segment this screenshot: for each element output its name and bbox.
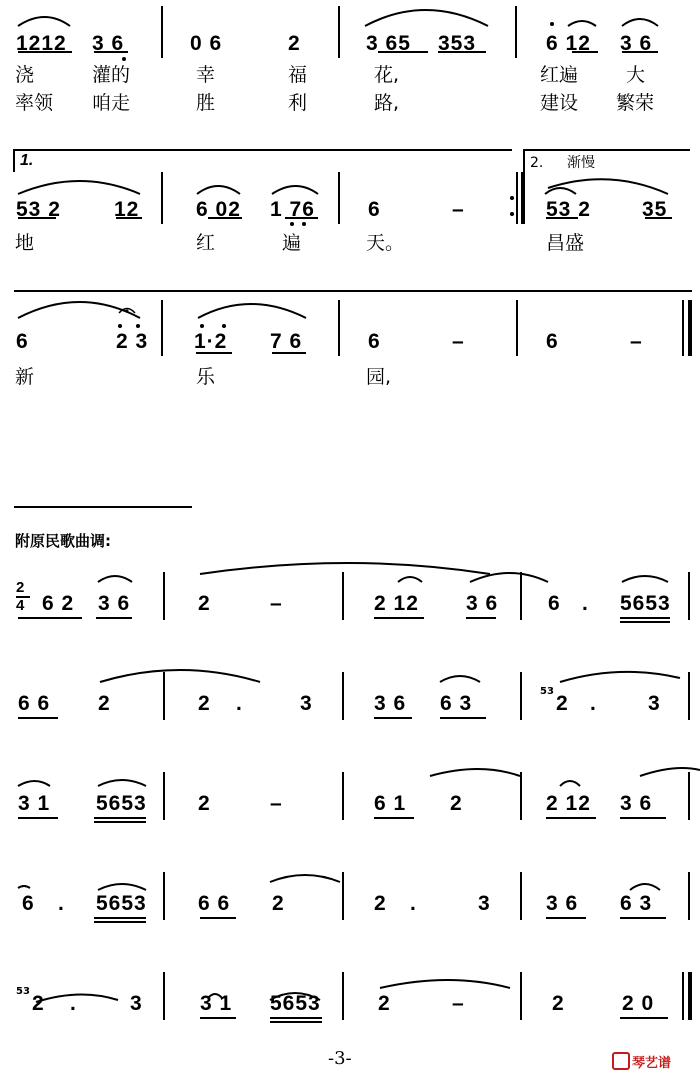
notes: .: [58, 892, 65, 915]
notes: 5653: [96, 792, 147, 815]
notes: 6 3: [620, 892, 653, 915]
notes: 2: [450, 792, 463, 815]
slur: [18, 181, 140, 194]
lyric: 花,: [374, 64, 400, 86]
notes: 6 1: [374, 792, 407, 815]
octave-dot: [122, 57, 126, 61]
lyric: 咱走: [92, 92, 131, 114]
notes: 2: [198, 592, 211, 615]
end-barline: [682, 300, 684, 356]
notes: 3 1: [200, 992, 233, 1015]
slur: [18, 17, 70, 26]
octave-dot: [136, 324, 140, 328]
barline: [520, 972, 522, 1020]
barline: [342, 872, 344, 920]
barline: [163, 872, 165, 920]
notes: –: [452, 330, 465, 353]
barline: [688, 772, 690, 820]
notes: 35: [642, 198, 668, 221]
notes: 5653: [620, 592, 671, 615]
notes: 53 2: [16, 198, 61, 221]
notes: 6: [16, 330, 29, 353]
notes: 6: [368, 330, 381, 353]
barline: [161, 172, 163, 224]
slur: [548, 179, 668, 194]
notes: 3: [300, 692, 313, 715]
slur: [568, 21, 596, 26]
barline: [161, 6, 163, 58]
end-barline: [682, 972, 684, 1020]
page-number: -3-: [328, 1048, 352, 1069]
end-barline-thick: [688, 300, 692, 356]
notes: 2 0: [622, 992, 655, 1015]
lyric: 胜: [196, 92, 216, 114]
repeat-barline: [521, 172, 525, 224]
barline: [163, 672, 165, 720]
notes: 5653: [270, 992, 321, 1015]
notes: .: [410, 892, 417, 915]
lyric: 繁荣: [616, 92, 655, 114]
lyric: 园,: [366, 366, 392, 388]
repeat-dot: [510, 196, 514, 200]
notes: 6: [548, 592, 561, 615]
repeat-dot: [510, 212, 514, 216]
notes: 2: [556, 692, 569, 715]
barline: [163, 772, 165, 820]
notes: 3: [478, 892, 491, 915]
lyric: 红: [196, 232, 216, 254]
watermark-logo-icon: [612, 1052, 630, 1070]
notes-m4a: 6 12: [546, 32, 591, 55]
notes: 2: [272, 892, 285, 915]
notes: 6: [368, 198, 381, 221]
notes: 6 6: [198, 892, 231, 915]
lyric: 路,: [374, 92, 400, 114]
volta-2: 2.: [530, 155, 544, 171]
notes-m2b: 2: [288, 32, 301, 55]
slur: [622, 19, 658, 26]
barline: [688, 572, 690, 620]
barline: [338, 172, 340, 224]
slur: [198, 304, 306, 318]
appendix-title: 附原民歌曲调:: [15, 532, 111, 550]
watermark: [612, 1052, 671, 1071]
notes: 1 76: [270, 198, 315, 221]
lyric: 天。: [366, 232, 405, 254]
slur: [545, 188, 576, 194]
octave-dot: [200, 324, 204, 328]
notes: 6 6: [18, 692, 51, 715]
notes: 2 12: [374, 592, 419, 615]
notes-m2a: 0 6: [190, 32, 223, 55]
time-sig-top: 2: [16, 579, 26, 596]
notes: 2 12: [546, 792, 591, 815]
barline: [338, 300, 340, 356]
slur: [272, 186, 318, 194]
slur: [365, 10, 488, 26]
notes: 6: [546, 330, 559, 353]
notes: 3 6: [466, 592, 499, 615]
notes: –: [630, 330, 643, 353]
barline: [520, 872, 522, 920]
notes: 2: [98, 692, 111, 715]
notes: 3: [130, 992, 143, 1015]
barline: [516, 172, 518, 224]
notes-m3a: 3 65: [366, 32, 411, 55]
lyric: 新: [15, 366, 35, 388]
notes: 3 1: [18, 792, 51, 815]
notes-m1b: 3 6: [92, 32, 125, 55]
lyric: 利: [288, 92, 308, 114]
notes: 12: [114, 198, 140, 221]
barline: [342, 772, 344, 820]
barline: [515, 6, 517, 58]
notes-m1a: 1212: [16, 32, 67, 55]
notes: 7 6: [270, 330, 303, 353]
notes: –: [452, 992, 465, 1015]
barline: [163, 572, 165, 620]
lyric: 红遍: [540, 64, 579, 86]
notes: 2 3: [116, 330, 149, 353]
grace-notes: 53: [16, 986, 30, 997]
notes-m4b: 3 6: [620, 32, 653, 55]
divider: [14, 506, 192, 508]
end-barline-thick: [688, 972, 692, 1020]
lyric: 灌的: [92, 64, 131, 86]
lyric: 昌盛: [546, 232, 585, 254]
lyric: 乐: [196, 366, 216, 388]
notes: 3 6: [98, 592, 131, 615]
notes: 6 02: [196, 198, 241, 221]
tempo-mark: 渐慢: [567, 155, 595, 171]
notes: –: [270, 592, 283, 615]
notes: 2: [32, 992, 45, 1015]
notes: –: [270, 792, 283, 815]
notes: .: [582, 592, 589, 615]
notes: .: [236, 692, 243, 715]
time-sig-bottom: 4: [16, 597, 26, 614]
lyric: 浇: [15, 64, 35, 86]
barline: [342, 972, 344, 1020]
barline: [520, 572, 522, 620]
notes: 3 6: [374, 692, 407, 715]
barline: [520, 772, 522, 820]
octave-dot: [118, 324, 122, 328]
notes: 6 2: [42, 592, 75, 615]
lyric: 率领: [15, 92, 54, 114]
notes: 1·2: [194, 330, 228, 353]
octave-dot: [550, 22, 554, 26]
slur: [197, 186, 240, 194]
lyric: 地: [15, 232, 35, 254]
barline: [338, 6, 340, 58]
octave-dot: [222, 324, 226, 328]
notes: 2: [552, 992, 565, 1015]
barline: [688, 672, 690, 720]
barline: [516, 300, 518, 356]
notes: 2: [198, 692, 211, 715]
barline: [520, 672, 522, 720]
notes: 3 6: [546, 892, 579, 915]
notes-m3b: 353: [438, 32, 477, 55]
system-line: [14, 290, 692, 292]
barline: [342, 672, 344, 720]
octave-dot: [302, 222, 306, 226]
barline: [163, 972, 165, 1020]
notes: 53 2: [546, 198, 591, 221]
notes: .: [590, 692, 597, 715]
octave-dot: [290, 222, 294, 226]
lyric: 福: [288, 64, 308, 86]
notes: 2: [374, 892, 387, 915]
lyric: 遍: [282, 232, 302, 254]
lyric: 大: [626, 64, 646, 86]
grace-notes: 53: [540, 686, 554, 697]
notes: .: [70, 992, 77, 1015]
barline: [161, 300, 163, 356]
barline: [342, 572, 344, 620]
lyric: 幸: [196, 64, 216, 86]
notes: 5653: [96, 892, 147, 915]
volta-1: 1.: [20, 152, 34, 169]
barline: [688, 872, 690, 920]
notes: 6 3: [440, 692, 473, 715]
watermark-text: 琴艺谱: [632, 1056, 672, 1071]
notes: 6: [22, 892, 35, 915]
notes: 3: [648, 692, 661, 715]
notes: 2: [198, 792, 211, 815]
lyric: 建设: [540, 92, 579, 114]
notes: 3 6: [620, 792, 653, 815]
notes: 2: [378, 992, 391, 1015]
notes: –: [452, 198, 465, 221]
